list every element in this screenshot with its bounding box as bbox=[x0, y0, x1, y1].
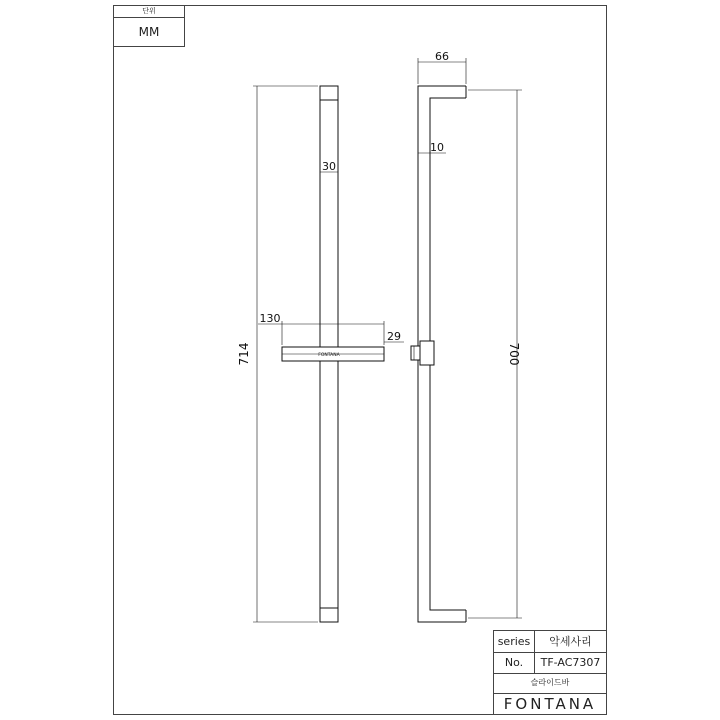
unit-box-value: MM bbox=[138, 25, 160, 39]
dimension-30-label: 30 bbox=[322, 160, 336, 173]
dimension-66-label: 66 bbox=[435, 50, 449, 63]
holder-logo: FONTANA bbox=[318, 353, 340, 358]
title-block bbox=[493, 630, 607, 715]
side-view bbox=[411, 86, 466, 622]
title-row-product bbox=[494, 673, 606, 694]
dimension-29-label: 29 bbox=[387, 330, 401, 343]
holder-clamp-side bbox=[420, 341, 434, 365]
dimension-130-label: 130 bbox=[259, 312, 281, 325]
side-profile-inner bbox=[430, 98, 466, 610]
unit-box-header: 단위 bbox=[114, 6, 184, 18]
dimension-714-label: 714 bbox=[237, 342, 251, 366]
product-name: 슬라이드바 bbox=[530, 678, 570, 687]
number-label: No. bbox=[494, 652, 535, 673]
title-row-number bbox=[494, 652, 606, 674]
series-value: 악세사리 bbox=[549, 635, 592, 648]
dimension-700-label: 700 bbox=[507, 342, 521, 366]
number-value: TF-AC7307 bbox=[540, 656, 601, 669]
brand-name: FONTANA bbox=[503, 695, 597, 713]
series-label: series bbox=[494, 631, 535, 652]
dimension-10-label: 10 bbox=[430, 141, 444, 154]
title-row-series bbox=[494, 631, 606, 653]
